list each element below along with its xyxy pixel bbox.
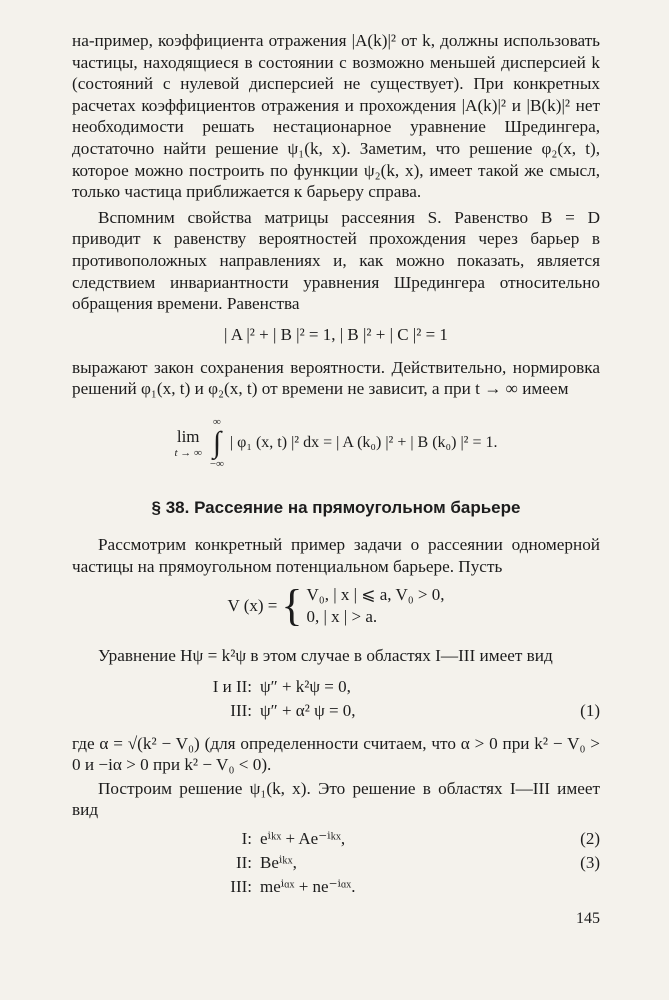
- equation-body: ψ″ + α² ψ = 0,: [260, 700, 356, 720]
- paragraph-2: Вспомним свойства матрицы рассеяния S. Равенство B = D приводит к равенству вероятностей прохождения через барьер в противоположных направлениях и, как можно показать, является следствием инвариантности уравнения Шредингера относительно обращения времени. Равенства: [72, 207, 600, 314]
- limit-body: | φ₁ (x, t) |² dx = | A (k₀) |² + | B (k₀) |² = 1.: [229, 433, 498, 451]
- equation-row: [72, 699, 600, 723]
- potential-case-inside: V₀, | x | ⩽ a, V₀ > 0,: [306, 585, 445, 605]
- equation-body: ψ″ + k²ψ = 0,: [260, 676, 351, 696]
- page-body: [72, 30, 600, 899]
- equation-label: III:: [230, 877, 252, 897]
- equation-body: Beⁱᵏˣ,: [260, 853, 297, 873]
- potential-case-outside: 0, | x | > a.: [306, 607, 378, 627]
- limit-operator: lim t → ∞: [174, 426, 202, 459]
- potential-lhs: V (x) =: [227, 596, 278, 616]
- equation-label: I и II:: [212, 676, 252, 696]
- equation-label: I:: [241, 829, 252, 849]
- paragraph-6: где α = √(k² − V₀) (для определенности считаем, что α > 0 при k² − V₀ > 0 и −iα > 0 при k² − V₀ < 0).: [72, 733, 600, 775]
- equation-row: [72, 675, 600, 699]
- paragraph-7: Построим решение ψ₁(k, x). Это решение в областях I—III имеет вид: [72, 778, 600, 820]
- equation-number: (3): [580, 853, 600, 873]
- integral-sign: ∞ ∫ −∞: [209, 415, 224, 470]
- paragraph-3: выражают закон сохранения вероятности. Действительно, нормировка решений φ₁(x, t) и φ₂(x, t) от времени не зависит, а при t → ∞ имеем: [72, 357, 600, 399]
- section-heading: § 38. Рассеяние на прямоугольном барьере: [151, 497, 521, 517]
- equation-regions: [72, 675, 600, 723]
- equation-unitarity: | A |² + | B |² = 1, | B |² + | C |² = 1: [224, 324, 448, 344]
- equation-row: [72, 851, 600, 875]
- cases-brace: {: [281, 581, 303, 631]
- equation-solutions: [72, 827, 600, 899]
- equation-potential: [72, 581, 600, 631]
- equation-label: II:: [235, 853, 252, 873]
- equation-number: (2): [580, 829, 600, 849]
- equation-body: eⁱᵏˣ + Ae⁻ⁱᵏˣ,: [260, 829, 346, 849]
- equation-limit: [72, 410, 600, 476]
- equation-number: (1): [580, 700, 600, 720]
- paragraph-4: Рассмотрим конкретный пример задачи о рассеянии одномерной частицы на прямоугольном потенциальном барьере. Пусть: [72, 534, 600, 576]
- equation-row: [72, 827, 600, 851]
- paragraph-5: Уравнение Hψ = k²ψ в этом случае в областях I—III имеет вид: [98, 646, 553, 666]
- paragraph-1: на-пример, коэффициента отражения |A(k)|² от k, должны использовать частицы, находящиеся в состоянии с возможно меньшей дисперсией k (состояний с нулевой дисперсией не существует). При конкретных расчетах коэффициентов отражения и прохождения |A(k)|² и |B(k)|² нет необходимости решать нестационарное уравнение Шредингера, достаточно найти решение ψ₁(k, x). Заметим, что решение φ₂(x, t), которое можно построить по функции ψ₂(k, x), имеет такой же смысл, только частица приближается к барьеру справа.: [72, 31, 600, 202]
- page-number: 145: [576, 910, 600, 927]
- equation-row: [72, 875, 600, 899]
- equation-label: III:: [230, 700, 252, 720]
- equation-body: meⁱᵅˣ + ne⁻ⁱᵅˣ.: [260, 877, 356, 897]
